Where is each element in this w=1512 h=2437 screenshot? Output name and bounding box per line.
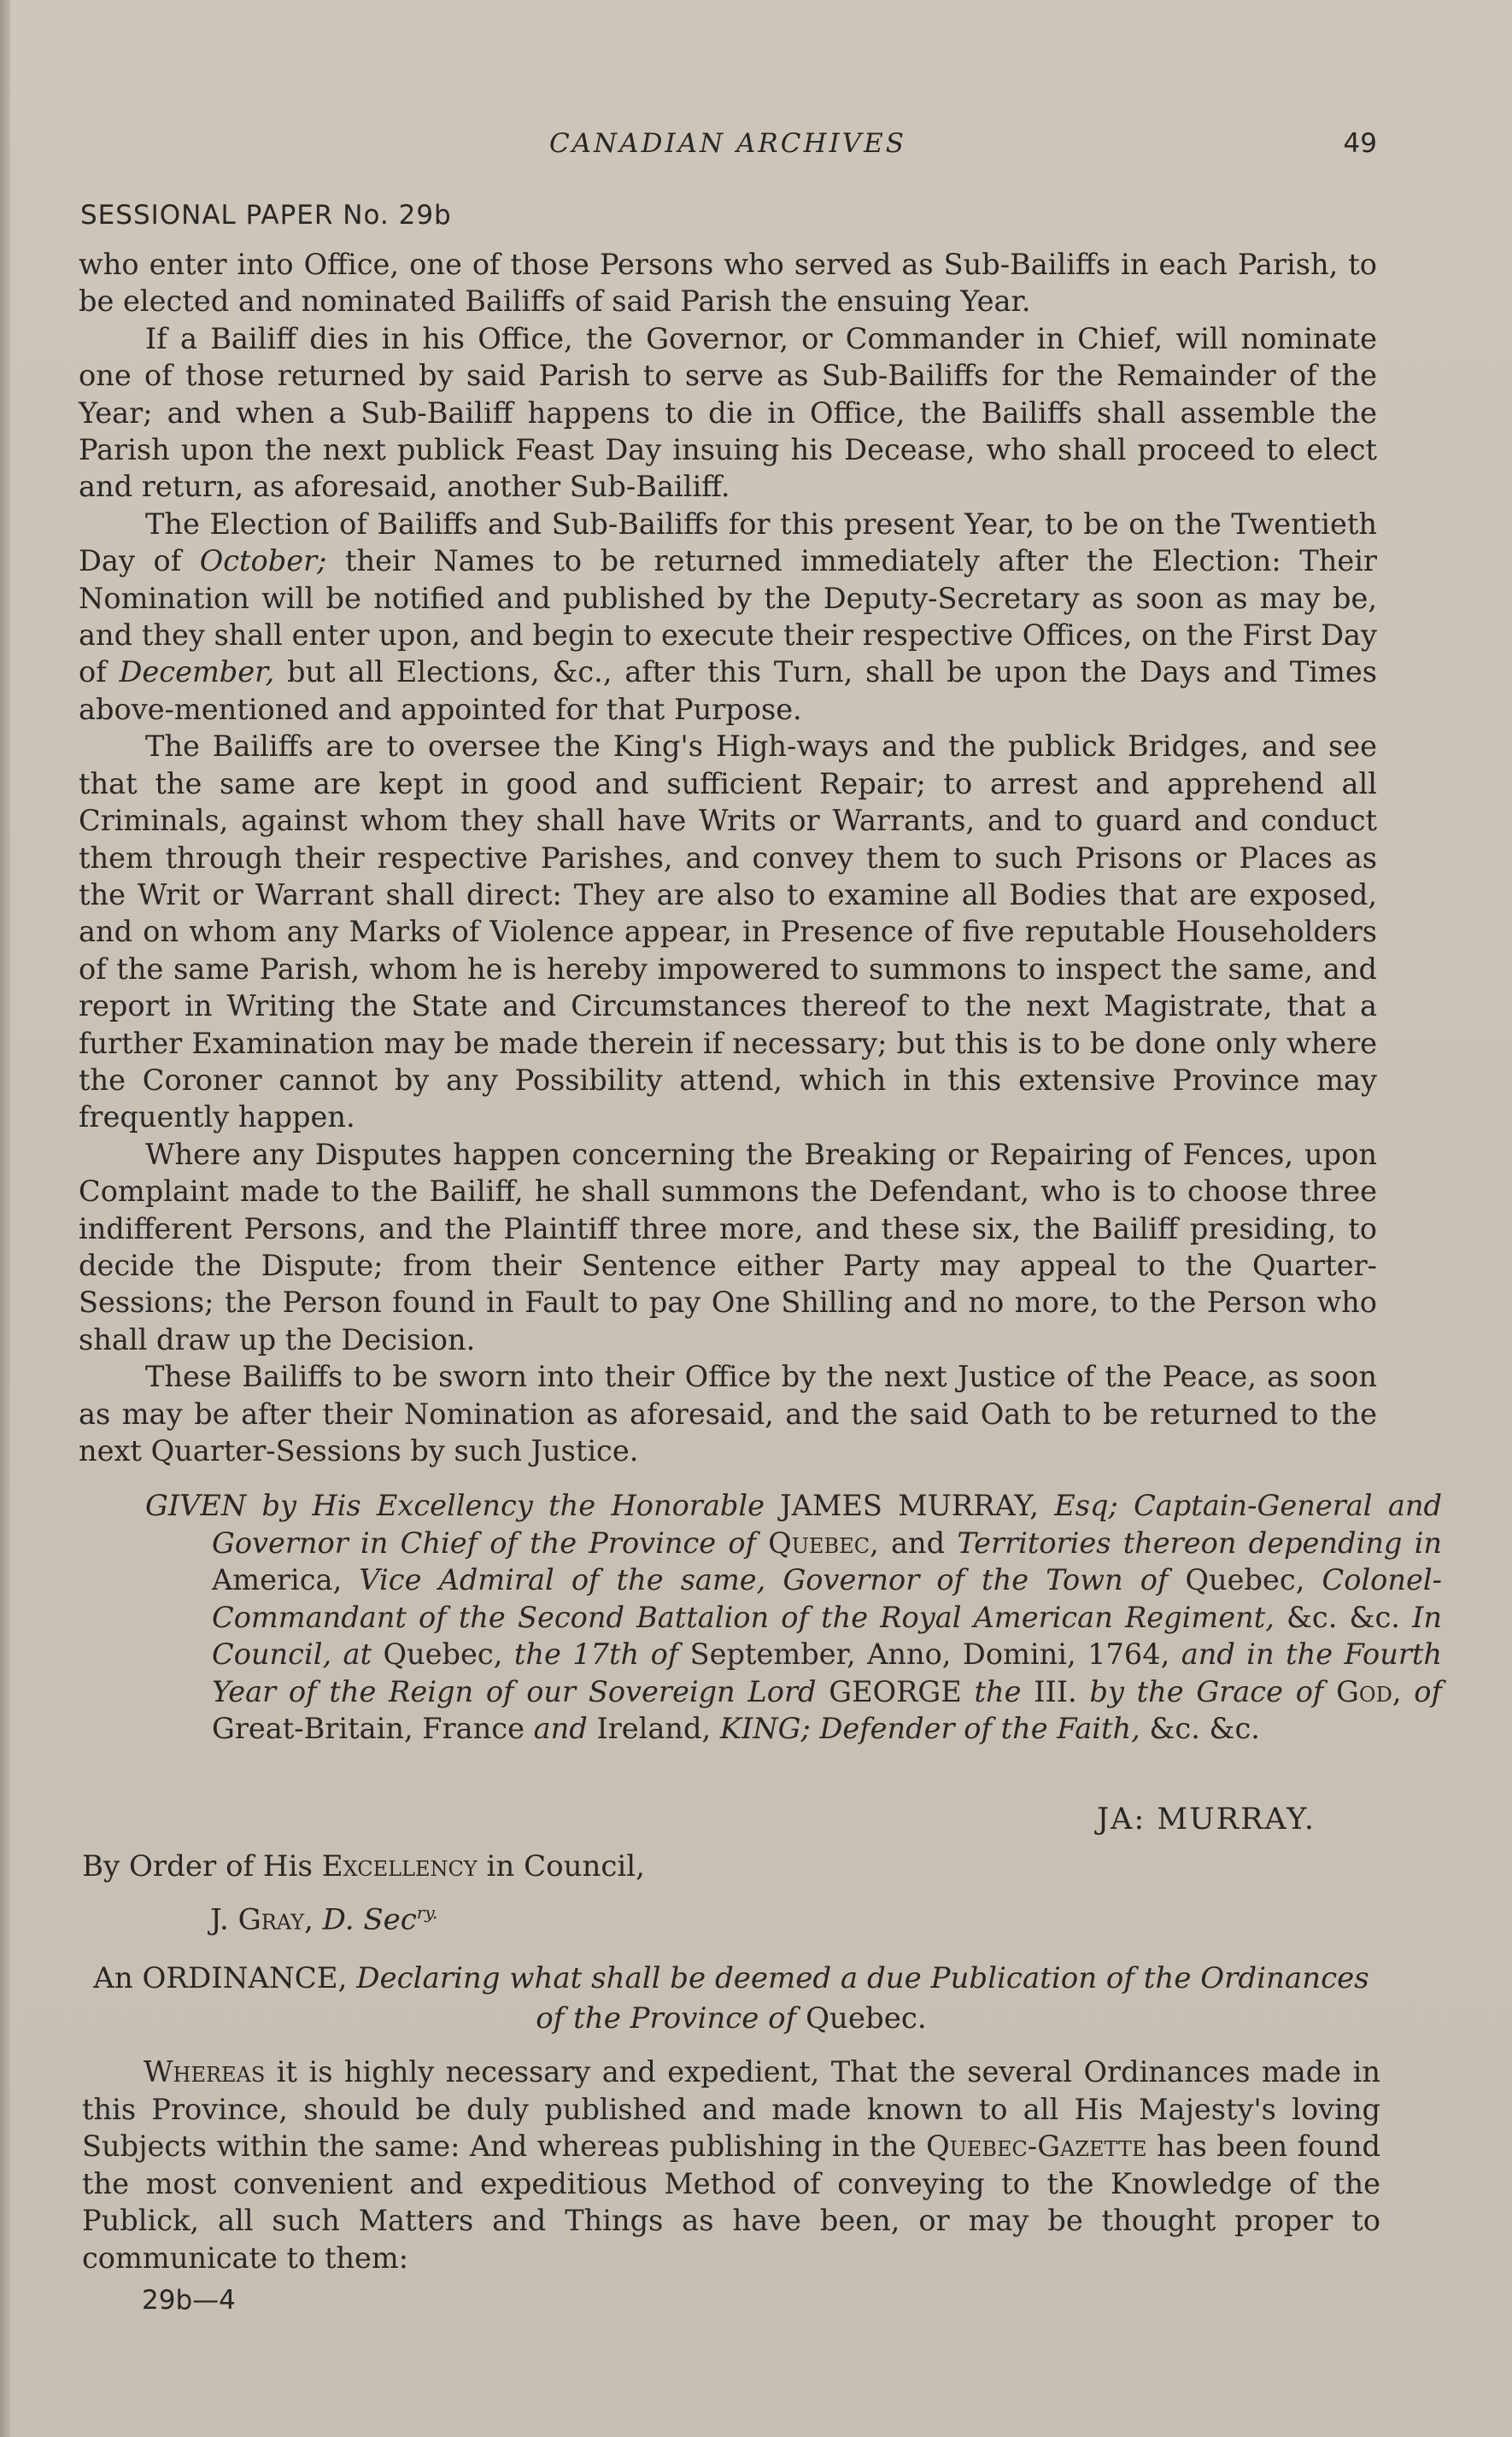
ordinance-body-text-d: has been found the most convenient and expeditious Method of conveying to the Knowledge of the Publick, all such Matters and Things as have been, or may be thought proper to communicate to them: <box>82 2129 1380 2275</box>
given-s2: JAMES MURRAY, <box>780 1489 1039 1522</box>
paragraph-5: Where any Disputes happen concerning the Breaking or Repairing of Fences, upon Complaint made to the Bailiff, he shall summons the Defendant, who is to choose three indifferent Persons, and the Plaintiff three more, and these six, the Bailiff presiding, to decide the Dispute; from their Sentence either Party may appeal to the Quarter-Sessions; the Person found in Fault to pay One Shilling and no more, to the Person who shall draw up the Decision. <box>79 1137 1377 1356</box>
body-text <box>79 246 1377 1469</box>
order-of-council <box>82 1843 645 1942</box>
given-s25: Ireland, <box>596 1712 712 1745</box>
given-s12: In Council, at <box>212 1600 1442 1671</box>
sessional-paper-label: SESSIONAL PAPER No. 29b <box>80 200 452 231</box>
paragraph-4: The Bailiffs are to oversee the King's High-ways and the publick Bridges, and see that the same are kept in good and sufficient Repair; to arrest and apprehend all Criminals, against whom they shall have Writs or Warrants, and to guard and conduct them through their respective Parishes, and convey them to such Prisons or Places as the Writ or Warrant shall direct: They are also to examine all Bodies that are exposed, and on whom any Marks of Violence appear, in Presence of five reputable Householders of the same Parish, whom he is hereby impowered to summons to inspect the same, and report in Writing the State and Circumstances thereof to the next Magistrate, that a further Examination may be made therein if necessary; but this is to be done only where the Coroner cannot by any Possibility attend, which in this extensive Province may frequently happen. <box>79 729 1377 1134</box>
paragraph-3-month-december: December, <box>119 655 275 689</box>
given-s27: &c. &c. <box>1149 1712 1260 1745</box>
given-s11: &c. &c. <box>1286 1600 1400 1634</box>
paragraph-3-text-e: but all Elections, &c., after this Turn, shall be upon the Days and Times above-mentioned and appointed for that Purpose. <box>79 655 1377 726</box>
given-s16: and in the Fourth Year of the Reign of our Sovereign Lord <box>212 1637 1442 1708</box>
given-s10: Colonel-Commandant of the Second Battalion of the Royal American Regiment, <box>212 1563 1442 1634</box>
paragraph-3-text-c: their Names to be returned immediately after the Election: Their Nomination will be notified and published by the Deputy-Secretary as soon as may be, and they shall enter upon, and begin to execute their respective Offices, on the First Day of <box>79 544 1377 689</box>
paragraph-3-month-october: October; <box>199 544 327 578</box>
paragraph-3 <box>79 506 1377 728</box>
ordinance-body <box>82 2053 1380 2276</box>
secretary-title-sup: ry. <box>416 1902 438 1923</box>
given-s1: GIVEN by His Excellency the Honorable <box>145 1489 765 1522</box>
given-s26: KING; Defender of the Faith, <box>719 1712 1140 1745</box>
paragraph-6: These Bailiffs to be sworn into their Office by the next Justice of the Peace, as soon as may be after their Nomination as aforesaid, and the said Oath to be returned to the next Quarter-Sessions by such Justice. <box>79 1360 1377 1467</box>
given-s15: September, Anno, Domini, 1764, <box>689 1637 1170 1671</box>
signature-mark: 29b—4 <box>142 2285 236 2316</box>
page-number: 49 <box>1343 128 1377 159</box>
given-s8: Vice Admiral of the same, Governor of the Town of <box>359 1563 1169 1596</box>
ordinance-gazette: Quebec-Gazette <box>926 2129 1147 2163</box>
given-s3: Esq; Captain-General and Governor in Chief of the Province of <box>212 1489 1442 1560</box>
given-s19: III. <box>1034 1674 1077 1708</box>
order-excellency: Excellency <box>321 1849 478 1883</box>
given-s17: GEORGE <box>829 1674 962 1708</box>
given-s13: Quebec, <box>383 1637 503 1671</box>
given-s6: Territories thereon depending in <box>957 1526 1442 1560</box>
given-s24: and <box>533 1712 588 1745</box>
ordinance-province: Quebec. <box>806 2001 927 2036</box>
given-s7: America, <box>212 1563 343 1596</box>
given-s5: and <box>890 1526 946 1560</box>
given-s23: Great-Britain, France <box>212 1712 525 1745</box>
order-line <box>82 1843 645 1889</box>
given-by-clause <box>145 1487 1442 1748</box>
given-s22: of <box>1414 1674 1442 1708</box>
running-head: CANADIAN ARCHIVES <box>548 128 907 159</box>
given-s21: God, <box>1336 1674 1402 1708</box>
signature: JA: MURRAY. <box>1097 1802 1316 1837</box>
paragraph-1: who enter into Office, one of those Persons who served as Sub-Bailiffs in each Parish, to be elected and nominated Bailiffs of said Parish the ensuing Year. <box>79 248 1377 319</box>
given-s4: Quebec, <box>768 1526 879 1560</box>
given-s9: Quebec, <box>1185 1563 1305 1596</box>
secretary-line <box>82 1889 645 1942</box>
order-text-a: By Order of His <box>82 1849 313 1883</box>
ordinance-whereas: Whereas <box>144 2055 266 2088</box>
given-s18: the <box>974 1674 1022 1708</box>
ordinance-label: An ORDINANCE, <box>93 1961 348 1995</box>
page-edge <box>0 0 10 2437</box>
paragraph-2: If a Bailiff dies in his Office, the Governor, or Commander in Chief, will nominate one of those returned by said Parish to serve as Sub-Bailiffs for the Remainder of the Year; and when a Sub-Bailiff happens to die in Office, the Bailiffs shall assemble the Parish upon the next publick Feast Day insuing his Decease, who shall proceed to elect and return, as aforesaid, another Sub-Bailiff. <box>79 321 1377 504</box>
secretary-name: J. Gray, <box>210 1902 314 1937</box>
order-text-c: in Council, <box>486 1849 645 1883</box>
given-s20: by the Grace of <box>1089 1674 1324 1708</box>
paragraph-3-text-a: The Election of Bailiffs and Sub-Bailiffs for this present Year, to be on the Twentieth Day of <box>79 507 1377 578</box>
ordinance-title <box>82 1959 1380 2039</box>
ordinance-subject: Declaring what shall be deemed a due Publication of the Ordinances of the Province of <box>356 1961 1369 2036</box>
ordinance-body-text-b: it is highly necessary and expedient, That the several Ordinances made in this Province, should be duly published and made known to all His Majesty's loving Subjects within the same: And whereas publishing in the <box>82 2055 1380 2163</box>
secretary-title: D. Sec <box>322 1902 417 1937</box>
page-header <box>79 128 1377 162</box>
given-s14: the 17th of <box>513 1637 679 1671</box>
